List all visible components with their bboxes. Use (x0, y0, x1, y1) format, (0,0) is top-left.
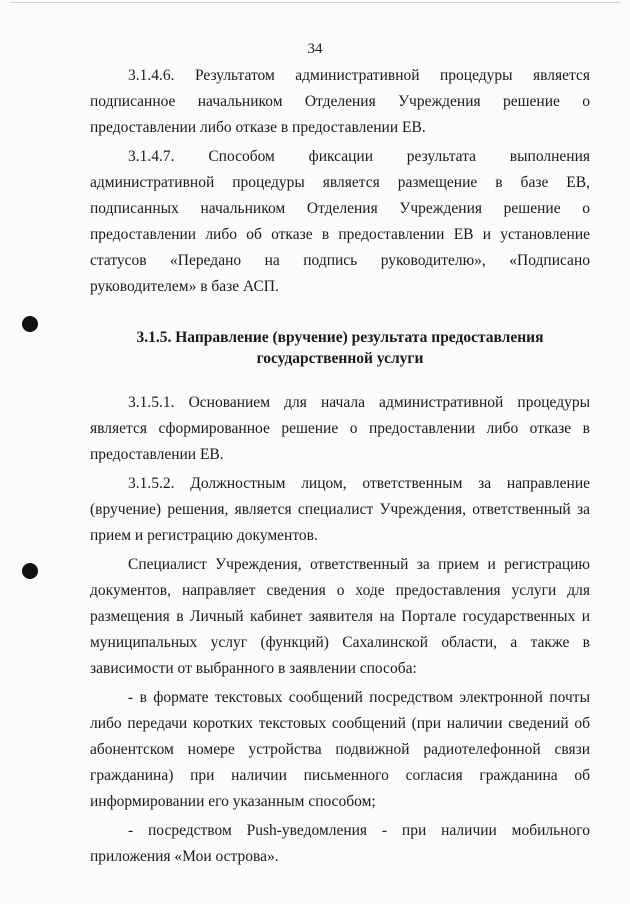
paragraph-3-1-4-7: 3.1.4.7. Способом фиксации результата выполнения административной процедуры является размещение в базе ЕВ, подписанных начальником Отделения Учреждения решение о предоставлении либо об отказе в предоставлении ЕВ и установление статусов «Передано на подпись руководителю», «Подписано руководителем» в базе АСП. (90, 148, 590, 295)
page-number: 34 (307, 41, 323, 57)
paragraph-specialist: Специалист Учреждения, ответственный за прием и регистрацию документов, направляет сведения о ходе предоставления услуги для размещения в Личный кабинет заявителя на Портале государственных и муниципальных услуг (функций) Сахалинской области, а также в зависимости от выбранного в заявлении способа: (90, 556, 590, 677)
section-heading-line-2: государственной услуги (256, 350, 424, 367)
list-item-push: - посредством Push-уведомления - при наличии мобильного приложения «Мои острова». (90, 822, 590, 865)
top-edge-line (10, 2, 620, 3)
document-body (90, 63, 590, 873)
section-heading (90, 327, 590, 369)
paragraph-3-1-5-1: 3.1.5.1. Основанием для начала административной процедуры является сформированное решение о предоставлении либо отказе в предоставлении ЕВ. (90, 394, 590, 463)
binder-hole (22, 563, 38, 579)
paragraph-3-1-5-2: 3.1.5.2. Должностным лицом, ответственным за направление (вручение) решения, является специалист Учреждения, ответственный за прием и регистрацию документов. (90, 475, 590, 544)
binder-hole (22, 316, 38, 332)
list-item-email-sms: - в формате текстовых сообщений посредством электронной почты либо передачи коротких текстовых сообщений (при наличии сведений об абонентском номере устройства подвижной радиотелефонной связи гражданина) при наличии письменного согласия гражданина об информировании его указанным способом; (90, 689, 590, 810)
section-heading-line-1: 3.1.5. Направление (вручение) результата предоставления (136, 329, 544, 346)
paragraph-3-1-4-6: 3.1.4.6. Результатом административной процедуры является подписанное начальником Отделения Учреждения решение о предоставлении либо отказе в предоставлении ЕВ. (90, 67, 590, 136)
